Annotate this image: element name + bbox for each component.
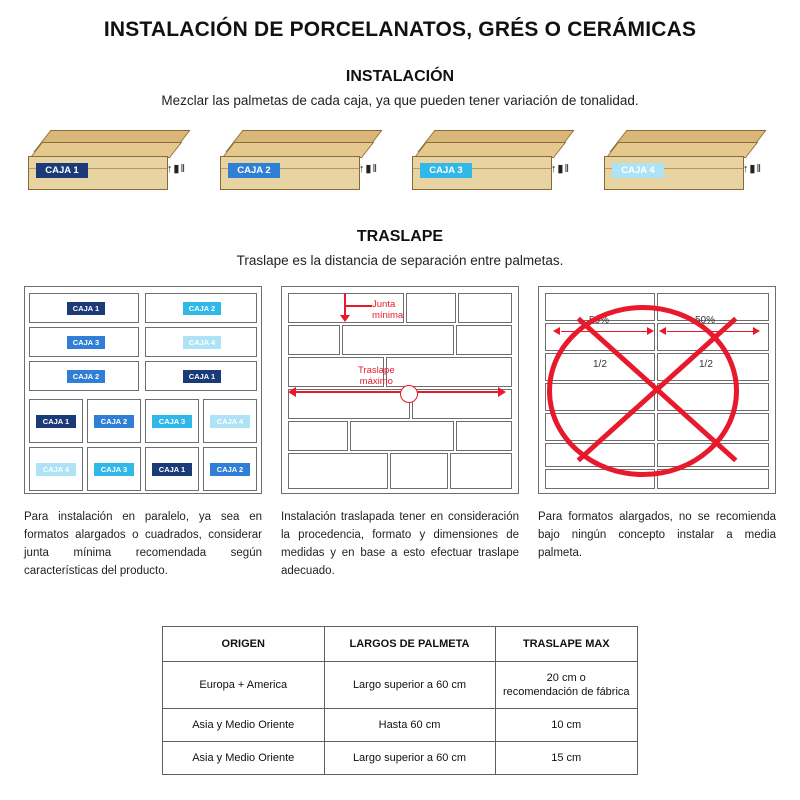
frac-label-left: 1/2 xyxy=(593,359,607,370)
tile-tag: CAJA 1 xyxy=(152,463,192,476)
page-title: INSTALACIÓN DE PORCELANATOS, GRÉS O CERÁMICAS xyxy=(103,18,697,41)
brick-tile xyxy=(386,357,512,387)
section-heading-traslape: TRASLAPE xyxy=(356,228,444,245)
table-header-traslape: TRASLAPE MAX xyxy=(495,627,638,662)
tile-tag: CAJA 4 xyxy=(183,336,221,349)
brick-tile xyxy=(288,453,388,489)
tile-tag: CAJA 4 xyxy=(210,415,250,428)
brick-tile xyxy=(288,389,410,419)
table-row xyxy=(163,709,638,742)
section-heading-instalacion: INSTALACIÓN xyxy=(345,68,455,85)
overlap-arrow-right xyxy=(498,387,506,397)
carton-box-3 xyxy=(412,130,580,202)
table-cell-largo: Hasta 60 cm xyxy=(324,709,495,742)
table-cell-traslape: 15 cm xyxy=(495,742,638,775)
brick-tile xyxy=(456,325,512,355)
overlap-label-line2: máximo xyxy=(359,376,393,387)
box-label-4: CAJA 4 xyxy=(612,163,664,178)
carton-box-2 xyxy=(220,130,388,202)
table-cell-largo: Largo superior a 60 cm xyxy=(324,662,495,709)
specs-table-wrapper xyxy=(162,626,638,775)
tile-tag: CAJA 2 xyxy=(210,463,250,476)
panel-half-tile xyxy=(538,286,776,580)
carton-box-4 xyxy=(604,130,772,202)
panels-row xyxy=(0,286,800,580)
brick-tile xyxy=(458,293,512,323)
joint-label xyxy=(372,299,403,321)
overlap-measure-line xyxy=(296,391,502,393)
tile-tag: CAJA 4 xyxy=(36,463,76,476)
table-row xyxy=(163,662,638,709)
overlap-label xyxy=(358,365,395,387)
brick-tile xyxy=(288,325,340,355)
table-cell-traslape: 10 cm xyxy=(495,709,638,742)
tile-tag: CAJA 2 xyxy=(67,370,105,383)
table-cell-traslape-line1: 20 cm o xyxy=(546,672,586,684)
panel-half-tile-figure xyxy=(538,286,776,494)
panel-parallel-caption: Para instalación en paralelo, ya sea en formatos alargados o cuadrados, considerar junta mínima recomendada según características del producto. xyxy=(24,511,262,577)
box-label-1: CAJA 1 xyxy=(36,163,88,178)
overlap-arrow-left xyxy=(288,387,296,397)
tile-tag: CAJA 3 xyxy=(94,463,134,476)
joint-arrowhead xyxy=(340,315,350,322)
panel-parallel xyxy=(24,286,262,580)
tile-tag: CAJA 1 xyxy=(183,370,221,383)
tile-tag: CAJA 1 xyxy=(67,302,105,315)
box-handling-icons-3: ↑▮‖ xyxy=(550,163,570,175)
box-handling-icons-2: ↑▮‖ xyxy=(358,163,378,175)
panel-overlapped-figure xyxy=(281,286,519,494)
tile-tag: CAJA 2 xyxy=(94,415,134,428)
joint-label-line1: Junta xyxy=(372,299,396,310)
brick-tile xyxy=(456,421,512,451)
specs-table xyxy=(162,626,638,775)
table-cell-origen: Europa + America xyxy=(163,662,325,709)
brick-tile xyxy=(342,325,454,355)
table-header-largos: LARGOS DE PALMETA xyxy=(324,627,495,662)
table-header-origen: ORIGEN xyxy=(163,627,325,662)
frac-label-right: 1/2 xyxy=(699,359,713,370)
table-cell-origen: Asia y Medio Oriente xyxy=(163,742,325,775)
half-arrow-left-start xyxy=(553,327,560,335)
brick-tile xyxy=(288,421,348,451)
table-cell-origen: Asia y Medio Oriente xyxy=(163,709,325,742)
brick-tile xyxy=(406,293,456,323)
box-handling-icons-4: ↑▮‖ xyxy=(742,163,762,175)
half-arrow-right-end xyxy=(753,327,760,335)
carton-box-1 xyxy=(28,130,196,202)
pct-label-right: 50% xyxy=(695,315,716,326)
section-subtitle-instalacion: Mezclar las palmetas de cada caja, ya que pueden tener variación de tonalidad. xyxy=(161,93,639,108)
box-handling-icons-1: ↑▮‖ xyxy=(166,163,186,175)
panel-overlapped-caption: Instalación traslapada tener en consideración la procedencia, formato y dimensiones de medidas y en base a esto efectuar traslape adecuado. xyxy=(281,511,519,577)
panel-half-tile-caption: Para formatos alargados, no se recomienda bajo ningún concepto instalar a media palmeta. xyxy=(538,511,776,559)
tile-tag: CAJA 3 xyxy=(152,415,192,428)
section-subtitle-traslape: Traslape es la distancia de separación entre palmetas. xyxy=(236,253,564,268)
table-header-row xyxy=(163,627,638,662)
brick-tile xyxy=(450,453,512,489)
table-cell-largo: Largo superior a 60 cm xyxy=(324,742,495,775)
tile-tag: CAJA 1 xyxy=(36,415,76,428)
brick-tile xyxy=(412,389,512,419)
tile-tag: CAJA 3 xyxy=(67,336,105,349)
brick-tile xyxy=(350,421,454,451)
tile-tag: CAJA 2 xyxy=(183,302,221,315)
overlap-label-line1: Traslape xyxy=(358,365,395,376)
prohibition-circle-icon xyxy=(547,305,739,477)
table-cell-traslape xyxy=(495,662,638,709)
joint-leader-line xyxy=(344,305,372,307)
pct-label-left: 50% xyxy=(589,315,610,326)
table-row xyxy=(163,742,638,775)
panel-overlapped xyxy=(281,286,519,580)
table-cell-traslape-line2: recomendación de fábrica xyxy=(502,686,630,698)
overlap-center-marker xyxy=(400,385,418,403)
box-label-2: CAJA 2 xyxy=(228,163,280,178)
panel-parallel-figure xyxy=(24,286,262,494)
brick-tile xyxy=(390,453,448,489)
boxes-row xyxy=(0,130,800,202)
joint-label-line2: mínima xyxy=(372,310,404,321)
box-label-3: CAJA 3 xyxy=(420,163,472,178)
